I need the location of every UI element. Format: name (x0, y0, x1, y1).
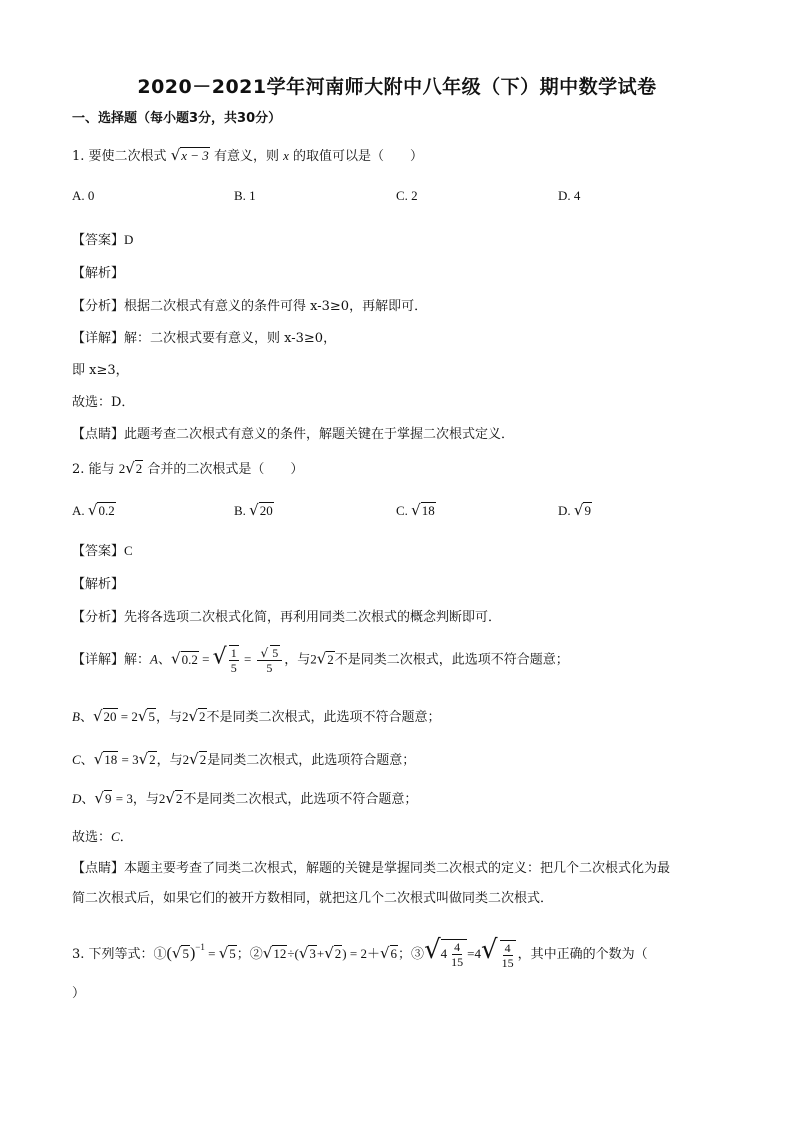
q2-answer (72, 542, 133, 561)
radical-sign-icon: √ (379, 944, 390, 962)
case-result-radicand: 2 (149, 752, 156, 767)
numerator: 1 (230, 646, 237, 660)
q1-stem-text-3: 的取值可以是（ ） (293, 149, 424, 164)
option-label: B. (234, 503, 246, 518)
fraction (500, 940, 516, 970)
radical-sign-icon: √ (93, 750, 104, 768)
answer-tag: 【答案】 (72, 233, 125, 248)
q3-e2-rhs-radicand: 6 (390, 946, 398, 961)
case-letter: C (72, 752, 81, 767)
q3-e1-rhs: 5 (229, 946, 236, 961)
q2-detail-d: D、√9 = 3，与2√2不是同类二次根式，此选项不符合题意； (72, 789, 418, 807)
denominator: 15 (451, 954, 464, 969)
q1-ji: 即 x≥3， (72, 363, 129, 378)
radical-sign-icon: √ (424, 935, 441, 965)
fenxi-text: 根据二次根式有意义的条件可得 x-3≥0，再解即可． (124, 299, 428, 314)
q2-radicand: 2 (135, 461, 143, 476)
q3-e2-rhs: 2＋ (360, 946, 380, 961)
radical-sign-icon: √ (171, 944, 182, 962)
dianjing-text: 此题考查二次根式有意义的条件，解题关键在于掌握二次根式定义． (124, 427, 515, 442)
q2-option-d[interactable] (558, 501, 592, 519)
answer-tag: 【答案】 (72, 544, 125, 559)
fraction (257, 645, 283, 675)
radical-sign-icon: √ (249, 501, 259, 519)
case-with: ，与 (156, 753, 183, 768)
case-radicand-2: 2 (199, 752, 207, 767)
q2-coef: 2 (118, 461, 126, 476)
case-radicand: 9 (104, 791, 112, 806)
q1-option-c[interactable]: C. 2 (396, 188, 418, 203)
q2-detail-a: 【详解】解：A、√0.2 = √ $\frac{1}{5}$ = $\frac{√ 5}{5}$ ，与2√2不是同类二次根式，此选项不符合题意； (72, 644, 569, 675)
fenxi-text: 先将各选项二次根式化简，再利用同类二次根式的概念判断即可． (124, 610, 502, 625)
case-result-coef: 2 (131, 709, 138, 724)
radical-sign-icon: √ (262, 944, 273, 962)
q2-analysis-tag: 【解析】 (72, 577, 125, 592)
xiangjie-tag: 【详解】 (72, 331, 125, 346)
q1-answer (72, 231, 133, 250)
xiangjie-tag: 【详解】 (72, 652, 125, 668)
section-heading: 一、选择题（每小题3分，共30分） (72, 111, 282, 126)
q3-sep: ；② (236, 947, 263, 962)
radical-sign-icon: √ (165, 789, 175, 807)
radical-sign-icon: √ (218, 944, 229, 962)
case-coef: 2 (310, 651, 317, 667)
option-radicand: 9 (584, 503, 591, 518)
fraction (449, 940, 465, 969)
radical-sign-icon: √ (137, 707, 148, 725)
q1-stem-text-2: 有意义，则 (213, 149, 279, 164)
case-with: ，与 (284, 652, 311, 668)
radical-sign-icon: √ (260, 646, 269, 660)
case-letter: A (150, 651, 158, 667)
radical-sign-icon: √ (188, 707, 199, 725)
option-radicand: 20 (259, 503, 273, 518)
xiangjie-text: 解： (124, 652, 151, 668)
radical-sign-icon: √ (94, 789, 104, 807)
q2-guxuan (72, 828, 133, 847)
q3-stem-text-2: ，其中正确的个数为（ (517, 947, 648, 962)
q3-e3-coef: 4 (474, 946, 481, 961)
case-radicand-2: 2 (199, 709, 206, 724)
radical-sign-icon: √ (298, 944, 309, 962)
q2-stem-text: 2. 能与 (72, 462, 115, 477)
q1-option-b[interactable]: B. 1 (234, 188, 256, 203)
question-3-stem: 3. 下列等式：$①(√5)^{-1} = √5$；②√12÷(√3+√2) = 2＋√6；③√ 4 $\frac{4}{15}$ =4√ $\frac{4}{15}$ ，其中正确的个数为（ (72, 935, 648, 970)
case-tail: 是同类二次根式，此选项符合题意； (207, 753, 416, 768)
q3-e2-r1: 12 (273, 946, 287, 961)
case-coef: 2 (181, 709, 189, 724)
case-result-coef: 3 (132, 752, 139, 767)
case-result-radicand: 5 (148, 709, 155, 724)
q1-xiangjie (72, 330, 336, 348)
case-coef: 2 (182, 752, 190, 767)
q1-stem-text: 1. 要使二次根式 (72, 149, 167, 164)
dianjing-text: 本题主要考查了同类二次根式，解题的关键是掌握同类二次根式的定义：把几个二次根式化为最 (124, 861, 671, 876)
q2-option-a[interactable] (72, 501, 116, 519)
q2-dianjing-1 (72, 860, 670, 878)
case-radicand: 18 (104, 752, 118, 767)
case-radicand-2: 2 (327, 651, 334, 667)
radical-sign-icon: √ (171, 649, 181, 668)
q1-analysis-tag: 【解析】 (72, 266, 125, 281)
question-1-stem (72, 146, 423, 166)
q1-option-d[interactable]: D. 4 (558, 188, 581, 203)
case-coef: 2 (158, 791, 166, 806)
whole-part: 4 (440, 946, 448, 961)
q2-detail-b: B、√20 = 2√5，与2√2不是同类二次根式，此选项不符合题意； (72, 707, 441, 725)
q2-stem-text-2: 合并的二次根式是（ ） (147, 462, 304, 477)
page-title: 2020－2021学年河南师大附中八年级（下）期中数学试卷 (137, 76, 657, 98)
case-radicand: 0.2 (181, 651, 198, 667)
numerator (257, 645, 283, 661)
radical-sign-icon: √ (480, 935, 498, 965)
numerator-radicand: 5 (272, 646, 279, 660)
radical-sign-icon: √ (125, 459, 135, 477)
option-label: A. (72, 503, 85, 518)
case-tail: 不是同类二次根式，此选项不符合题意； (206, 710, 441, 725)
answer-value: C (124, 543, 133, 558)
option-radicand: 0.2 (98, 503, 115, 518)
q3-e1-radicand: 5 (182, 946, 189, 961)
q1-option-a[interactable]: A. 0 (72, 188, 95, 203)
q3-sep: ；③ (398, 947, 425, 962)
q3-stem-text: 3. 下列等式：① (72, 947, 167, 962)
question-2-stem (72, 459, 303, 479)
denominator: 5 (266, 661, 273, 675)
case-with: ，与 (132, 792, 159, 807)
case-result: 3 (126, 791, 133, 806)
option-radicand: 18 (421, 503, 435, 518)
numerator: 4 (454, 939, 461, 954)
radical-sign-icon: √ (87, 501, 98, 519)
q3-e1-exponent: −1 (195, 942, 205, 952)
fraction (229, 645, 239, 675)
q1-fenxi (72, 298, 427, 316)
guxuan-text: 故选： (72, 830, 112, 845)
denominator: 15 (501, 955, 514, 970)
case-letter: D (72, 791, 82, 806)
case-with: ，与 (155, 710, 182, 725)
q1-radicand: x − 3 (181, 148, 209, 163)
radical-sign-icon: √ (170, 146, 181, 164)
q3-e3-lhs (441, 939, 468, 969)
fenxi-tag: 【分析】 (72, 610, 125, 625)
option-label: D. (558, 503, 571, 518)
radical-sign-icon: √ (212, 644, 227, 670)
case-radicand: 20 (103, 709, 117, 724)
radical-sign-icon: √ (92, 707, 103, 725)
case-tail: 不是同类二次根式，此选项不符合题意； (183, 792, 418, 807)
q2-option-c[interactable] (396, 501, 436, 519)
q2-detail-c: C、√18 = 3√2，与2√2是同类二次根式，此选项符合题意； (72, 750, 416, 768)
q3-e2-r2: 3 (309, 946, 316, 961)
q3-e2-op: ÷ (287, 946, 295, 961)
dianjing-tag: 【点睛】 (72, 861, 125, 876)
q3-e2-r3: 2 (334, 946, 342, 961)
q2-dianjing-2: 简二次根式后，如果它们的被开方数相同，就把这几个二次根式叫做同类二次根式． (72, 891, 554, 906)
radical-sign-icon: √ (411, 501, 421, 519)
option-label: C. (396, 503, 408, 518)
q1-guxuan: 故选：D． (72, 395, 135, 410)
radical-sign-icon: √ (316, 649, 327, 668)
q3-stem-end: ） (72, 986, 86, 1001)
answer-value: D (124, 232, 134, 247)
guxuan-end: ． (119, 830, 133, 845)
radical-sign-icon: √ (189, 750, 199, 768)
radical-sign-icon: √ (138, 750, 149, 768)
dianjing-tag: 【点睛】 (72, 427, 125, 442)
q2-fenxi (72, 609, 501, 627)
xiangjie-text: 解：二次根式要有意义，则 x-3≥0， (124, 331, 337, 346)
case-radicand-2: 2 (175, 791, 183, 806)
case-letter: B (72, 709, 80, 724)
radical-sign-icon: √ (573, 501, 584, 519)
numerator: 4 (504, 940, 511, 955)
denominator: 5 (230, 661, 237, 675)
guxuan-answer: C (111, 829, 120, 844)
fenxi-tag: 【分析】 (72, 299, 125, 314)
q1-dianjing (72, 426, 514, 444)
radical-sign-icon: √ (324, 944, 334, 962)
q2-option-b[interactable] (234, 501, 274, 519)
case-tail: 不是同类二次根式，此选项不符合题意； (334, 652, 569, 668)
q1-var: x (283, 148, 289, 163)
